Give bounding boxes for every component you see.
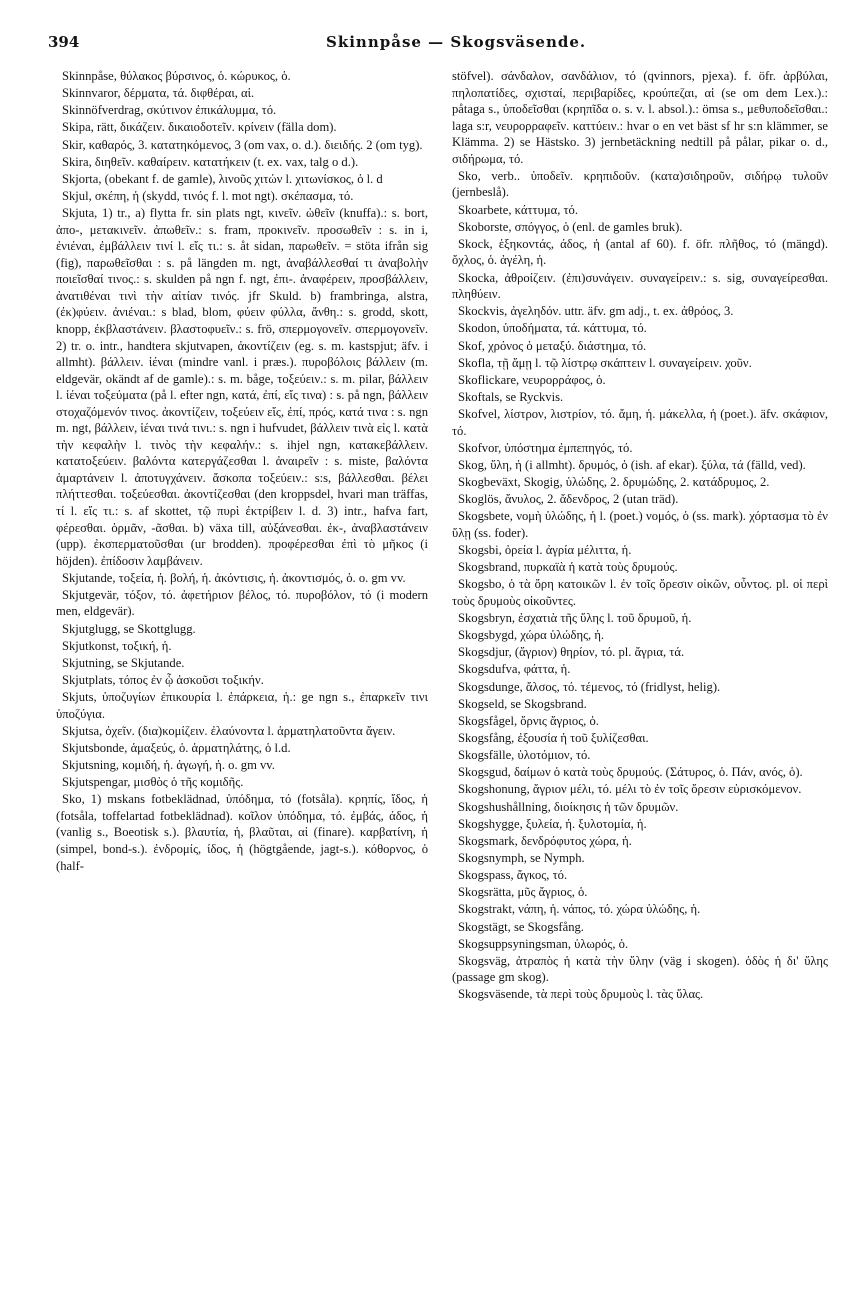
dictionary-entry: Skjutsbonde, ἁμαξεύς, ὁ. ἁρματηλάτης, ὁ l.d. bbox=[62, 740, 291, 755]
dictionary-entry: Skjutplats, τόπος ἐν ᾧ ἀσκοῦσι τοξικήν. bbox=[62, 673, 264, 687]
dictionary-entry: Skockvis, ἀγεληδόν. uttr. äfv. gm adj., t. ex. ἀθρόος, 3. bbox=[458, 304, 734, 319]
dictionary-entry: Skogsrätta, μῦς ἄγριος, ὁ. bbox=[458, 885, 588, 900]
dictionary-entry: Skjutsning, κομιδή, ἡ. ἀγωγή, ἡ. o. gm vv. bbox=[62, 758, 275, 773]
dictionary-entry: Skogsfågel, ὄρνις ἄγριος, ὁ. bbox=[458, 713, 599, 728]
dictionary-entry: Skjutande, τοξεία, ἡ. βολή, ἡ. ἀκόντισις, ἡ. ἀκοντισμός, ὁ. o. gm vv. bbox=[62, 570, 406, 585]
dictionary-entry: Skjuta, 1) tr., a) flytta fr. sin plats ngt, κινεῖν. ὠθεῖν (knuffa).: s. bort, ἀπο-, μετακινεῖν. ἀπωθεῖν.: s. fram, προκινεῖν. προσωθεῖν : s. in i, ἐνιέναι, ἐμβάλλειν τινί l. εἴς τι.: s. åt sidan, παρωθεῖν. = stöta ifrån sig (fig), παρωθεῖσθαι : s. på längden m. ngt, ἀναβάλλεσθαί τι ἀναβολὴν ποιεῖσθαί τινος.: s. skulden på ngn f. ngt, ἐπι-. ἀναφέρειν, προσβάλλειν, ἀνατιθέναι τινὶ τὴν αἰτίαν τινός. jfr Skuld. b) frambringa, alstra, (ἐκ)φύειν. ἀνιέναι.: s blad, blom, φύειν φύλλα, ἄνθη.: s. grodd, skott, knopp, ἐκβλαστάνειν. βλαστοφυεῖν.: s. frö, σπερμογονεῖν. σπερμογονεῖν. 2) tr. o. intr., handtera skjutvapen, ἀκοντίζειν (eg. s. m. kastspjut; äfv. i allmht). βάλλειν. ἱέναι (mindre vanl. i præs.). πυροβόλοις βάλλειν (m. eldgevär, okändt af de gamle).: s. m. båge, τοξεύειν.: s. m. pilar, βάλλειν l. ἱέναι τοξεύματα (på l. efter ngn, κατά, ἐπί, εἴς τινα) : s. på ngn, βάλλειν στοχαζόμενόν τινος. ἀκοντίζειν, τοξεύειν εἴς, ἐπί, πρός, κατά τινα : s. ngn m. ngt, βάλλειν, ἱέναι τινά τινι.: s. ngn i hufvudet, βάλλειν τινὰ εἰς l. κατὰ τὴν κεφαλὴν l. τινὸς τὴν κεφαλήν.: s. ihjel ngn, κατακεβάλλειν. κατατοξεύειν. βαλόντα κατεργάζεσθαι l. ἀναιρεῖν : s. miste, βαλόντα ἁμαρτάνειν l. ἀποτυγχάνειν. ἄσκοπα τοξεύειν.: s:s, βάλλεσθαι. βέλει πλήττεσθαι. τοξεύεσθαι. ἀκοντίζεσθαι (den kroppsdel, hvari man träffas, τί l. εἴς τι.: s. af skottet, τῷ πυρὶ ἐκτρίβειν l. d. 3) intr., hafva fart, φέρεσθαι. ὁρμᾶν, -ᾶσθαι. b) växa till, αὐξάνεσθαι. ἐκ-, ἀναβλαστάνειν (upp). ἐκσπερματοῦσθαι (ur brodden). προφέρεσθαι ἐπὶ τὸ μῆκος (i höjden). ἐπίδοσιν λαμβάνειν. bbox=[56, 206, 428, 568]
dictionary-entry: Skogsfång, ἐξουσία ἡ τοῦ ξυλίζεσθαι. bbox=[458, 730, 649, 745]
dictionary-entry: Skogsbi, ὀρεία l. ἀγρία μέλιττα, ἡ. bbox=[458, 543, 632, 557]
dictionary-entry: Skogstrakt, νάπη, ἡ. νάπος, τό. χώρα ὑλώδης, ἡ. bbox=[458, 902, 701, 917]
dictionary-entry: Skjutspengar, μισθὸς ὁ τῆς κομιδῆς. bbox=[62, 775, 244, 790]
dictionary-entry: Skocka, ἀθροίζειν. (ἐπι)συνάγειν. συναγείρειν.: s. sig, συναγείρεσθαι. πληθύειν. bbox=[452, 270, 828, 302]
dictionary-entry: Skjutglugg, se Skottglugg. bbox=[62, 621, 196, 636]
left-column bbox=[56, 68, 428, 875]
dictionary-entry: Skogsfälle, ὑλοτόμιον, τό. bbox=[458, 748, 591, 763]
dictionary-entry: Skjutning, se Skjutande. bbox=[62, 655, 185, 670]
dictionary-entry: Skjutgevär, τόξον, τό. ἀφετήριον βέλος, τό. πυροβόλον, τό (i modern men, eldgevär). bbox=[56, 587, 428, 619]
dictionary-entry: Skofvel, λίστρον, λιστρίον, τό. ἄμη, ἡ. μάκελλα, ἡ (poet.). äfv. σκάφιον, τό. bbox=[452, 407, 828, 438]
dictionary-entry: Skoflickare, νευρορράφος, ὁ. bbox=[458, 372, 606, 387]
dictionary-entry: Skogshygge, ξυλεία, ἡ. ξυλοτομία, ἡ. bbox=[458, 816, 647, 831]
page-header bbox=[0, 33, 856, 55]
dictionary-entry: Skogsbygd, χώρα ὑλώδης, ἡ. bbox=[458, 628, 605, 643]
dictionary-entry: Skofla, τῇ ἄμῃ l. τῷ λίστρῳ σκάπτειν l. συναγείρειν. χοῦν. bbox=[458, 355, 752, 370]
dictionary-entry: Skogshonung, ἄγριον μέλι, τό. μέλι τὸ ἐν τοῖς ὄρεσιν εὑρισκόμενον. bbox=[458, 782, 802, 797]
dictionary-entry: Skoborste, σπόγγος, ὁ (enl. de gamles bruk). bbox=[458, 219, 683, 234]
dictionary-entry: Skipa, rätt, δικάζειν. δικαιοδοτεῖν. κρίνειν (fälla dom). bbox=[62, 120, 337, 135]
dictionary-entry: Skogshushållning, διοίκησις ἡ τῶν δρυμῶν. bbox=[458, 799, 679, 814]
running-head: Skinnpåse — Skogsväsende. bbox=[326, 33, 587, 51]
dictionary-entry: Skoglös, ἄνυλος, 2. ἄδενδρος, 2 (utan träd). bbox=[458, 492, 679, 507]
dictionary-entry: Skogsdjur, (ἄγριον) θηρίον, τό. pl. ἄγρια, τά. bbox=[458, 645, 685, 660]
dictionary-entry: Skogsuppsyningsman, ὑλωρός, ὁ. bbox=[458, 936, 629, 951]
dictionary-entry: Skofvor, ὑπόστημα ἐμπεπηγός, τό. bbox=[458, 440, 633, 455]
dictionary-entry: Skogstägt, se Skogsfång. bbox=[458, 919, 584, 934]
dictionary-entry: Skogspass, ἄγκος, τό. bbox=[458, 868, 568, 883]
dictionary-entry: Skogsnymph, se Nymph. bbox=[458, 850, 585, 865]
dictionary-entry: Skogsväg, ἀτραπὸς ἡ κατὰ τὴν ὕλην (väg i skogen). ὁδὸς ἡ δι' ὕλης (passage gm skog). bbox=[452, 953, 828, 985]
dictionary-entry: Skjul, σκέπη, ἡ (skydd, τινός f. l. mot ngt). σκέπασμα, τό. bbox=[62, 188, 354, 203]
page-number: 394 bbox=[48, 33, 80, 51]
dictionary-entry: Skoftals, se Ryckvis. bbox=[458, 389, 564, 404]
dictionary-entry: Skof, χρόνος ὁ μεταξύ. διάστημα, τό. bbox=[458, 338, 647, 353]
dictionary-entry: Skogsväsende, τὰ περὶ τοὺς δρυμοὺς l. τὰς ὕλας. bbox=[458, 987, 704, 1002]
dictionary-entry: Skinnvaror, δέρματα, τά. διφθέραι, αἱ. bbox=[62, 86, 255, 101]
dictionary-entry: Skog, ὕλη, ἡ (i allmht). δρυμός, ὁ (ish. af ekar). ξύλα, τά (fälld, ved). bbox=[458, 457, 806, 472]
dictionary-entry: Skogsgud, δαίμων ὁ κατὰ τοὺς δρυμούς. (Σάτυρος, ὁ. Πάν, ανός, ὁ). bbox=[458, 765, 803, 780]
dictionary-entry: Skjutsa, ὀχεῖν. (δια)κομίζειν. ἐλαύνοντα l. ἁρματηλατοῦντα ἄγειν. bbox=[62, 723, 396, 738]
dictionary-entry: Skogseld, se Skogsbrand. bbox=[458, 696, 587, 711]
dictionary-entry: Skogsmark, δενδρόφυτος χώρα, ἡ. bbox=[458, 833, 632, 848]
dictionary-entry: Skjorta, (obekant f. de gamle), λινοῦς χιτών l. χιτωνίσκος, ὁ l. d bbox=[62, 171, 383, 186]
dictionary-entry: Skogsbete, νομὴ ὑλώδης, ἡ l. (poet.) νομός, ὁ (ss. mark). χόρτασμα τὸ ἐν ὕλῃ (ss. foder). bbox=[452, 509, 828, 540]
right-column bbox=[452, 68, 828, 1004]
dictionary-entry: Skodon, ὑποδήματα, τά. κάττυμα, τό. bbox=[458, 321, 647, 336]
dictionary-entry: Skinnöfverdrag, σκύτινον ἐπικάλυμμα, τό. bbox=[62, 103, 277, 118]
dictionary-entry: Skogsbryn, ἐσχατιὰ τῆς ὕλης l. τοῦ δρυμοῦ, ἡ. bbox=[458, 610, 692, 625]
dictionary-entry: Sko, 1) mskans fotbeklädnad, ὑπόδημα, τό (fotsåla). κρηπίς, ἴδος, ἡ (fotsåla, toffelartad fotbeklädnad). κοῖλον ὑπόδημα, τό. ἐμβάς, άδος, ἡ (vanlig s., Boeotisk s.). βλαυτία, ἡ, βλαῦται, αἱ (finare). καρβατίνη, ἡ (simpel, bond-s.). ἐνδρομίς, ίδος, ἡ (högtgående, jagt-s.). κόθορνος, ὁ (half- bbox=[56, 792, 428, 873]
dictionary-entry: Skoarbete, κάττυμα, τό. bbox=[458, 202, 578, 217]
dictionary-entry: Sko, verb.. ὑποδεῖν. κρηπιδοῦν. (κατα)σιδηροῦν, σιδήρῳ τυλοῦν (jernbeslå). bbox=[452, 168, 828, 200]
dictionary-entry: Skogsbo, ὁ τὰ ὄρη κατοικῶν l. ἐν τοῖς ὄρεσιν οἰκῶν, οὖντος. pl. οἱ περὶ τοὺς δρυμοὺς οἰκοῦντες. bbox=[452, 577, 828, 608]
dictionary-entry: Skogbeväxt, Skogig, ὑλώδης, 2. δρυμώδης, 2. κατάδρυμος, 2. bbox=[458, 475, 770, 490]
dictionary-entry: Skjutkonst, τοξική, ἡ. bbox=[62, 638, 172, 653]
dictionary-entry: Skir, καθαρός, 3. κατατηκόμενος, 3 (om vax, o. d.). διειδής. 2 (om tyg). bbox=[62, 137, 423, 152]
dictionary-entry: stöfvel). σάνδαλον, σανδάλιον, τό (qvinnors, pjexa). f. öfr. ἀρβύλαι, πηλοπατίδες, σχισταί, περιβαρίδες, κρούπεζαι, αἱ (se om dem Lex.).: påtaga s., ὑποδεῖσθαι (κρηπῖδα o. s. v. l. absol.).: ömsa s., μεθυποδεῖσθαι.: laga s:r, νευρορραφεῖν. καττύειν.: hvar o en vet bäst sf hr s:n klämmer, se Klämma. 2) se Hästsko. 3) jernbetäckning nedtill på pålar, pikar o. d., σιδήρωμα, τό. bbox=[452, 69, 828, 166]
dictionary-entry: Skogsbrand, πυρκαϊὰ ἡ κατὰ τοὺς δρυμούς. bbox=[458, 560, 678, 575]
dictionary-entry: Skogsdunge, ἄλσος, τό. τέμενος, τό (fridlyst, helig). bbox=[458, 679, 721, 694]
dictionary-entry: Skogsdufva, φάττα, ἡ. bbox=[458, 662, 571, 677]
dictionary-entry: Skock, ἑξηκοντάς, άδος, ἡ (antal af 60). f. öfr. πλῆθος, τό (mängd). ὄχλος, ὁ. ἀγέλη, ἡ. bbox=[452, 236, 828, 268]
dictionary-entry: Skinnpåse, θύλακος βύρσινος, ὁ. κώρυκος, ὁ. bbox=[62, 69, 291, 83]
dictionary-entry: Skjuts, ὑποζυγίων ἐπικουρία l. ἐπάρκεια, ἡ.: ge ngn s., ἐπαρκεῖν τινι ὑποζύγια. bbox=[56, 690, 428, 721]
dictionary-entry: Skira, διηθεῖν. καθαίρειν. κατατήκειν (t. ex. vax, talg o d.). bbox=[62, 154, 359, 169]
